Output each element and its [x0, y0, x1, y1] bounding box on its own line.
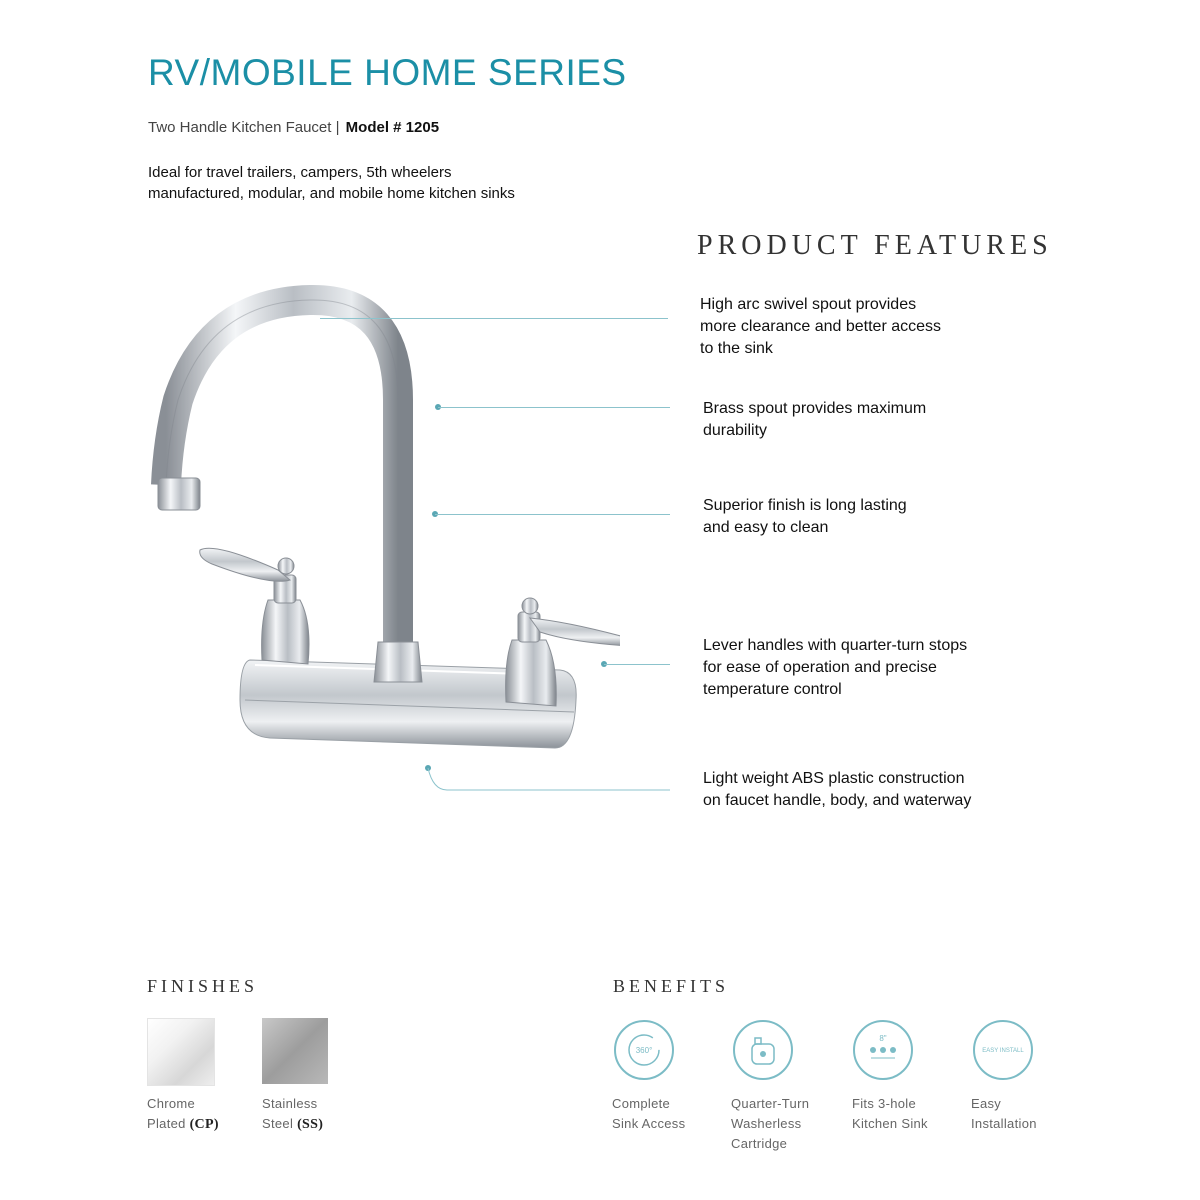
benefit-line: Washerless [731, 1116, 802, 1131]
benefit-easy-install [971, 1094, 1071, 1134]
feature-line: to the sink [700, 340, 773, 357]
easy-install-icon [973, 1020, 1033, 1080]
finish-code: (SS) [297, 1117, 324, 1132]
benefit-line: Easy [971, 1096, 1002, 1111]
benefit-line: Complete [612, 1096, 671, 1111]
feature-line: Lever handles with quarter-turn stops [703, 637, 968, 654]
feature-finish [703, 495, 1023, 539]
feature-line: on faucet handle, body, and waterway [703, 792, 972, 809]
three-hole-icon [853, 1020, 913, 1080]
finish-code: (CP) [189, 1117, 219, 1132]
intro-line: Ideal for travel trailers, campers, 5th wheelers [148, 164, 452, 181]
product-subtitle [148, 119, 439, 136]
360-label: 360° [635, 1046, 653, 1055]
finish-name: Steel [262, 1116, 294, 1131]
feature-handles [703, 635, 1023, 701]
feature-brass [703, 398, 1023, 442]
finish-stainless-label [262, 1094, 323, 1135]
easy-install-label: EASY INSTALL [982, 1048, 1024, 1054]
feature-line: for ease of operation and precise [703, 659, 937, 676]
stainless-swatch [262, 1018, 328, 1084]
benefit-line: Installation [971, 1116, 1037, 1131]
intro-text [148, 162, 515, 204]
cartridge-icon [733, 1020, 793, 1080]
feature-line: durability [703, 422, 768, 439]
product-features-heading: PRODUCT FEATURES [697, 230, 1053, 261]
finish-chrome-label [147, 1094, 219, 1135]
feature-line: Light weight ABS plastic construction [703, 770, 965, 787]
feature-line: High arc swivel spout provides [700, 296, 917, 313]
benefit-cartridge [731, 1094, 831, 1154]
model-number: Model # 1205 [345, 119, 440, 136]
finishes-heading: FINISHES [147, 976, 259, 996]
feature-line: temperature control [703, 681, 842, 698]
benefit-line: Sink Access [612, 1116, 686, 1131]
feature-line: more clearance and better access [700, 318, 942, 335]
intro-line: manufactured, modular, and mobile home kitchen sinks [148, 185, 515, 202]
benefit-line: Fits 3-hole [852, 1096, 916, 1111]
benefits-heading: BENEFITS [613, 976, 730, 996]
callout-line [604, 664, 670, 665]
callout-connector [425, 765, 675, 795]
feature-line: Brass spout provides maximum [703, 400, 927, 417]
callout-line [435, 514, 670, 515]
benefit-line: Kitchen Sink [852, 1116, 928, 1131]
feature-line: Superior finish is long lasting [703, 497, 907, 514]
finish-name: Plated [147, 1116, 186, 1131]
eight-inch-label: 8" [879, 1034, 887, 1043]
product-type: Two Handle Kitchen Faucet | [148, 119, 340, 136]
faucet-image [100, 270, 620, 770]
chrome-swatch [147, 1018, 215, 1086]
benefit-complete-sink-access [612, 1094, 712, 1134]
feature-spout [700, 294, 1020, 360]
benefit-line: Quarter-Turn [731, 1096, 810, 1111]
callout-line [320, 318, 668, 319]
benefit-line: Cartridge [731, 1136, 788, 1151]
benefit-three-hole [852, 1094, 952, 1134]
page-title: RV/MOBILE HOME SERIES [148, 52, 627, 93]
callout-line [438, 407, 670, 408]
finish-name: Chrome [147, 1096, 196, 1111]
360-rotation-icon [614, 1020, 674, 1080]
finish-name: Stainless [262, 1096, 318, 1111]
feature-line: and easy to clean [703, 519, 829, 536]
feature-abs [703, 768, 1023, 812]
